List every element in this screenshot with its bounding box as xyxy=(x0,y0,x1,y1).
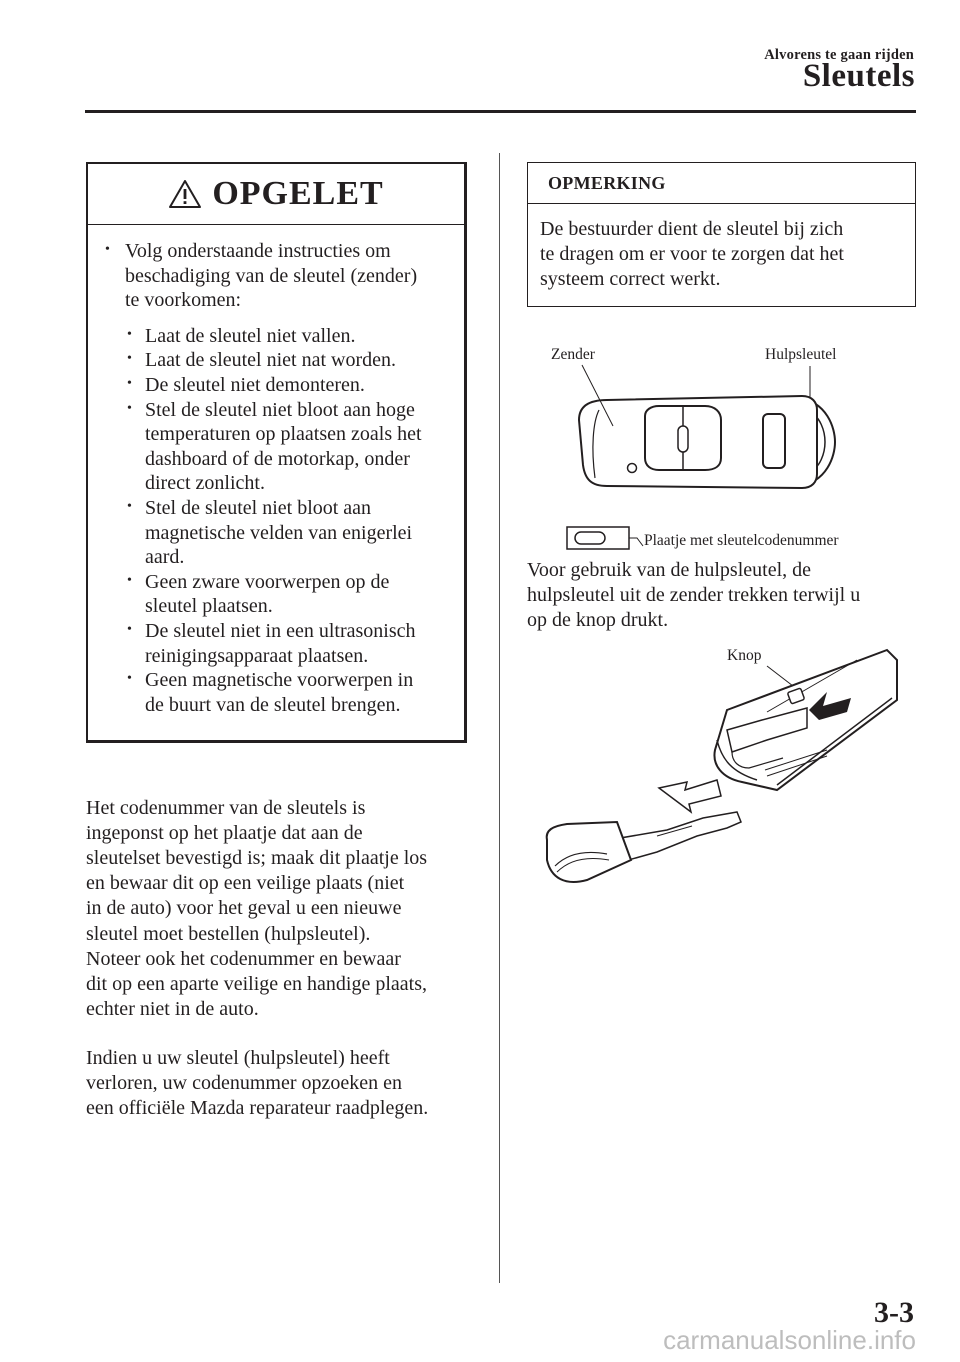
warning-triangle-icon xyxy=(168,179,202,209)
bullet-dot: • xyxy=(127,326,132,342)
note-line: De bestuurder dient de sleutel bij zich xyxy=(540,218,844,240)
bullet-dot: • xyxy=(127,572,132,588)
caution-item-line: sleutel plaatsen. xyxy=(145,595,273,618)
note-box xyxy=(527,162,916,307)
bullet-dot: • xyxy=(127,622,132,637)
paragraph-line: in de auto) voor het geval u een nieuwe xyxy=(86,897,402,920)
caution-intro-line: te voorkomen: xyxy=(125,289,242,312)
bullet-dot: • xyxy=(127,376,132,391)
bullet-dot: • xyxy=(127,499,132,514)
caution-item-line: magnetische velden van enigerlei xyxy=(145,521,413,544)
code-plate-label: Plaatje met sleutelcodenummer xyxy=(644,532,839,549)
smart-key-illustration xyxy=(527,340,917,560)
header-rule xyxy=(85,110,916,113)
transmitter-label: Zender xyxy=(551,346,595,363)
bullet-dot: • xyxy=(127,400,132,416)
caution-item-line: Geen magnetische voorwerpen in xyxy=(145,669,414,692)
watermark: carmanualsonline.info xyxy=(663,1325,916,1355)
caution-item-line: Laat de sleutel niet nat worden. xyxy=(145,349,397,372)
column-divider xyxy=(499,153,500,1283)
button-label: Knop xyxy=(727,647,762,664)
paragraph-line: verloren, uw codenummer opzoeken en xyxy=(86,1072,402,1095)
section-title: Alvorens te gaan rijden xyxy=(764,47,914,63)
aux-key-removal-illustration xyxy=(527,640,917,900)
page-number: 3-3 xyxy=(874,1296,914,1329)
caution-item-line: De sleutel niet demonteren. xyxy=(145,374,365,396)
note-line: systeem correct werkt. xyxy=(540,268,721,290)
paragraph-line: Noteer ook het codenummer en bewaar xyxy=(86,947,401,970)
caution-box xyxy=(86,162,467,743)
paragraph-line: sleutelset bevestigd is; maak dit plaatje los xyxy=(86,847,428,870)
paragraph-line: ingeponst op het plaatje dat aan de xyxy=(86,822,363,845)
caution-item-line: temperaturen op plaatsen zoals het xyxy=(145,423,422,446)
caution-intro-line: beschadiging van de sleutel (zender) xyxy=(125,264,418,287)
paragraph-line: Het codenummer van de sleutels is xyxy=(86,797,366,819)
caution-item-line: Stel de sleutel niet bloot aan hoge xyxy=(145,398,415,421)
page-title: Sleutels xyxy=(802,58,915,94)
caution-item-line: aard. xyxy=(145,546,185,569)
caution-item-line: Stel de sleutel niet bloot aan xyxy=(145,497,372,519)
paragraph-line: en bewaar dit op een veilige plaats (niet xyxy=(86,872,405,895)
caution-item-line: reinigingsapparaat plaatsen. xyxy=(145,644,369,667)
caution-item-line: Geen zware voorwerpen op de xyxy=(145,570,390,593)
caution-title: OPGELET xyxy=(212,175,384,212)
paragraph-line: op de knop drukt. xyxy=(527,609,669,632)
paragraph-line: een officiële Mazda reparateur raadplegen. xyxy=(86,1097,429,1120)
caution-item-line: direct zonlicht. xyxy=(145,472,265,495)
paragraph-line: hulpsleutel uit de zender trekken terwijl u xyxy=(527,584,861,607)
paragraph-line: Indien u uw sleutel (hulpsleutel) heeft xyxy=(86,1047,390,1069)
caution-item-line: De sleutel niet in een ultrasonisch xyxy=(145,620,416,642)
bullet-dot: • xyxy=(105,242,110,257)
caution-header xyxy=(88,164,464,225)
note-title: OPMERKING xyxy=(528,163,915,204)
caution-intro-line: Volg onderstaande instructies om xyxy=(125,240,391,262)
bullet-dot: • xyxy=(127,671,132,687)
note-line: te dragen om er voor te zorgen dat het xyxy=(540,243,844,265)
bullet-dot: • xyxy=(127,351,132,367)
caution-item-line: dashboard of de motorkap, onder xyxy=(145,447,410,470)
paragraph-line: echter niet in de auto. xyxy=(86,997,259,1020)
aux-key-label: Hulpsleutel xyxy=(765,346,837,363)
caution-item-line: Laat de sleutel niet vallen. xyxy=(145,324,356,347)
paragraph-line: dit op een aparte veilige en handige plaats, xyxy=(86,972,427,995)
caution-item-line: de buurt van de sleutel brengen. xyxy=(145,693,401,716)
paragraph-line: Voor gebruik van de hulpsleutel, de xyxy=(527,559,812,581)
paragraph-line: sleutel moet bestellen (hulpsleutel). xyxy=(86,922,371,945)
